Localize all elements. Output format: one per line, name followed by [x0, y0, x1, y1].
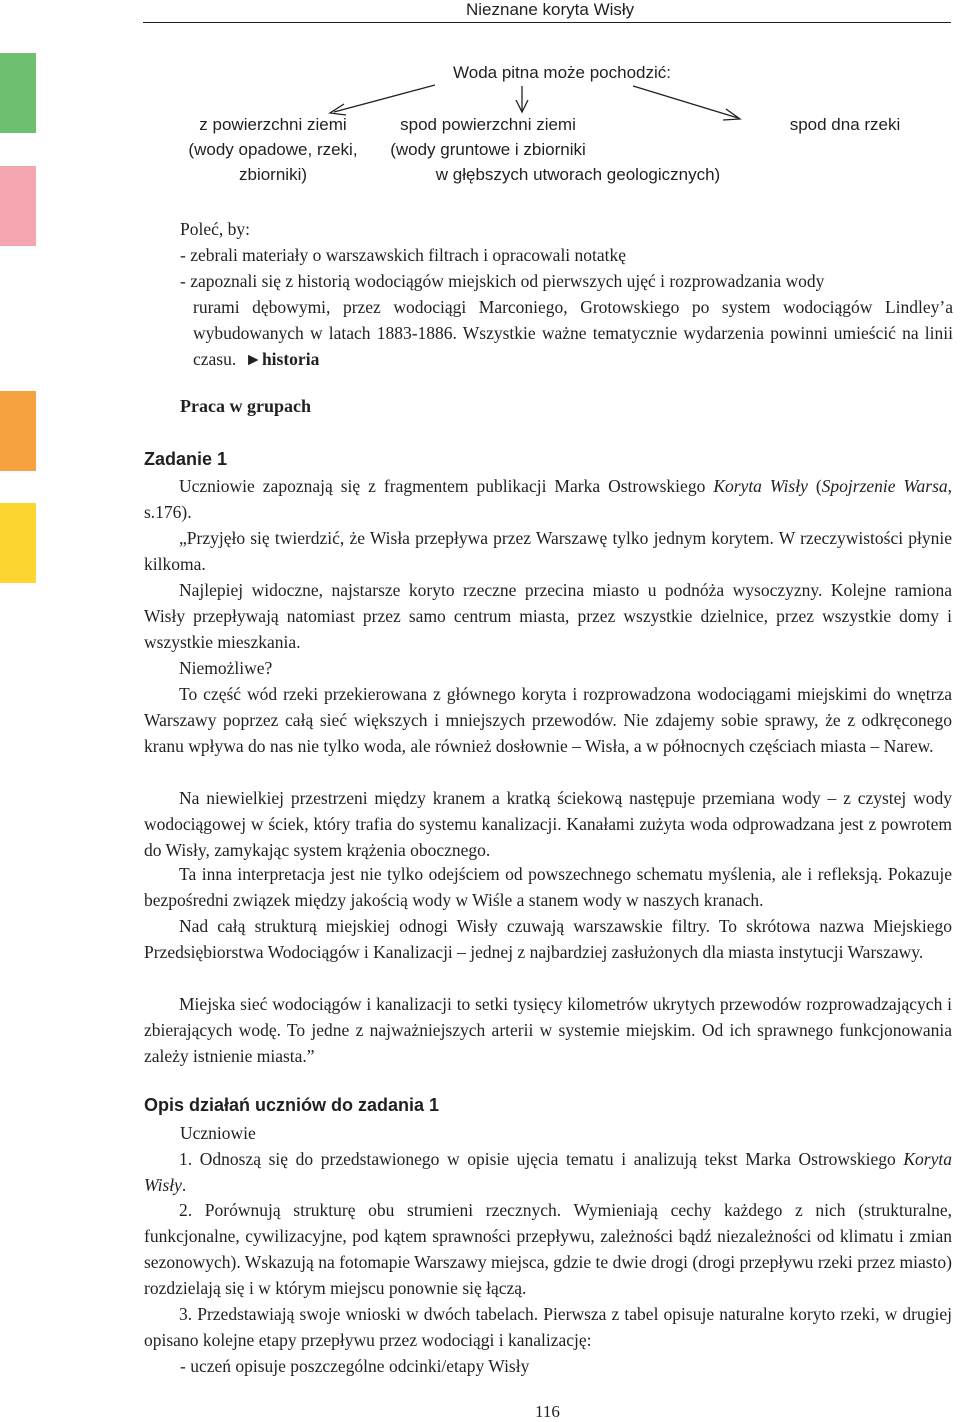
description-step-1: 1. Odnoszą się do przedstawionego w opisie ujęcia tematu i analizują tekst Marka Ostrowskiego Koryta Wisły.: [144, 1149, 952, 1195]
quote-paragraph: Najlepiej widoczne, najstarsze koryto rzeczne przecina miasto u podnóża wysoczyzny. Kolejne ramiona Wisły przepływają natomiast przez samo centrum miasta, przez wszystkie dzielnice, przez wszystkie domy i wszystkie mieszkania.: [144, 580, 952, 652]
quote-paragraph: „Przyjęło się twierdzić, że Wisła przepływa przez Warszawę tylko jednym korytem. W rzeczywistości płynie kilkoma.: [144, 528, 952, 574]
running-title: Nieznane koryta Wisły: [466, 0, 635, 19]
diagram-title: Woda pitna może pochodzić:: [453, 63, 671, 82]
diagram-center-source: spod powierzchni ziemi (wody gruntowe i zbiorniki w głębszych utworach geologicznych): [390, 115, 721, 184]
quote-paragraph: Nad całą strukturą miejskiej odnogi Wisły czuwają warszawskie filtry. To skrótowa nazwa Miejskiego Przedsiębiorstwa Wodociągów i Kanalizacji – jednej z najbardziej zasłużonych dla miasta instytucji Warszawy.: [144, 916, 952, 962]
description-step-2: 2. Porównują strukturę obu strumieni rzecznych. Wymieniają cechy każdego z nich (strukturalne, funkcjonalne, cywilizacyjne, pod kątem sprawności przepływu, zależności bądź niezależności od klimatu i zmian sezonowych). Wskazują na fotomapie Warszawy miejsca, gdzie te dwie drogi (drogi przepływu rzeki przez miasto) rozdzielają się i w którym miejscu ponownie się łączą.: [144, 1200, 952, 1298]
quote-paragraph: Na niewielkiej przestrzeni między kranem a kratką ściekową następuje przemiana wody – z czystej wody wodociągowej w ściek, który trafia do systemu kanalizacji. Kanałami zużyta woda odprowadzana jest z powrotem do Wisły, zamykając system krążenia obocznego.: [144, 788, 952, 860]
side-tab-orange: [0, 391, 36, 471]
task-intro-paragraph: Uczniowie zapoznają się z fragmentem publikacji Marka Ostrowskiego Koryta Wisły (Spojrzenie Warsa, s.176).: [144, 476, 953, 522]
task-item-2: rurami dębowymi, przez wodociągi Marconiego, Grotowskiego po system wodociągów Lindley’a wybudowanych w latach 1883-1886. Wszystkie ważne tematycznie wydarzenia powinni umieścić na linii czasu. ►historia: [193, 297, 953, 369]
link-arrow-icon: ►: [244, 349, 262, 369]
quote-paragraph: Ta inna interpretacja jest nie tylko odejściem od powszechnego schematu myślenia, ale i refleksją. Pokazuje bezpośredni związek między jakością wody w Wiśle a stanem wody w naszych kranach.: [144, 864, 952, 910]
side-tab-pink: [0, 166, 36, 246]
quote-paragraph: Niemożliwe?: [179, 658, 273, 678]
history-link[interactable]: historia: [261, 349, 320, 369]
side-tab-green: [0, 53, 36, 133]
task-item-1: - zebrali materiały o warszawskich filtrach i opracowali notatkę: [180, 245, 627, 265]
task-item-2-first: - zapoznali się z historią wodociągów miejskich od pierwszych ujęć i rozprowadzania wody: [180, 271, 825, 291]
header-rule: [143, 22, 951, 23]
description-step-3-item: - uczeń opisuje poszczególne odcinki/etapy Wisły: [180, 1356, 530, 1376]
task-intro: Poleć, by:: [180, 219, 250, 239]
description-heading: Opis działań uczniów do zadania 1: [144, 1095, 440, 1115]
quote-paragraph: To część wód rzeki przekierowana z głównego koryta i rozprowadzona wodociągami miejskimi do wnętrza Warszawy poprzez całą sieć większych i mniejszych przewodów. Nie zdajemy sobie sprawy, że z odkręconego kranu wpływa do nas nie tylko woda, ale również dosłownie – Wisła, a w północnych częściach miasta – Narew.: [144, 684, 952, 756]
description-lead: Uczniowie: [180, 1123, 256, 1143]
task-heading: Zadanie 1: [144, 449, 228, 469]
diagram-right-source: spod dna rzeki: [789, 115, 901, 134]
description-step-3: 3. Przedstawiają swoje wnioski w dwóch tabelach. Pierwsza z tabel opisuje naturalne koryto rzeki, w drugiej opisano kolejne etapy przepływu przez wodociągi i kanalizację:: [144, 1304, 952, 1350]
group-work-heading: Praca w grupach: [180, 396, 311, 416]
diagram-left-source: z powierzchni ziemi (wody opadowe, rzeki, zbiorniki): [188, 115, 358, 184]
quote-paragraph: Miejska sieć wodociągów i kanalizacji to setki tysięcy kilometrów ukrytych przewodów rozprowadzających i zbierających wodę. To jedne z najważniejszych arterii w systemie miejskim. Od ich sprawnego funkcjonowania zależy istnienie miasta.”: [144, 994, 952, 1066]
page-number: 116: [535, 1402, 560, 1421]
side-tab-yellow: [0, 503, 36, 583]
